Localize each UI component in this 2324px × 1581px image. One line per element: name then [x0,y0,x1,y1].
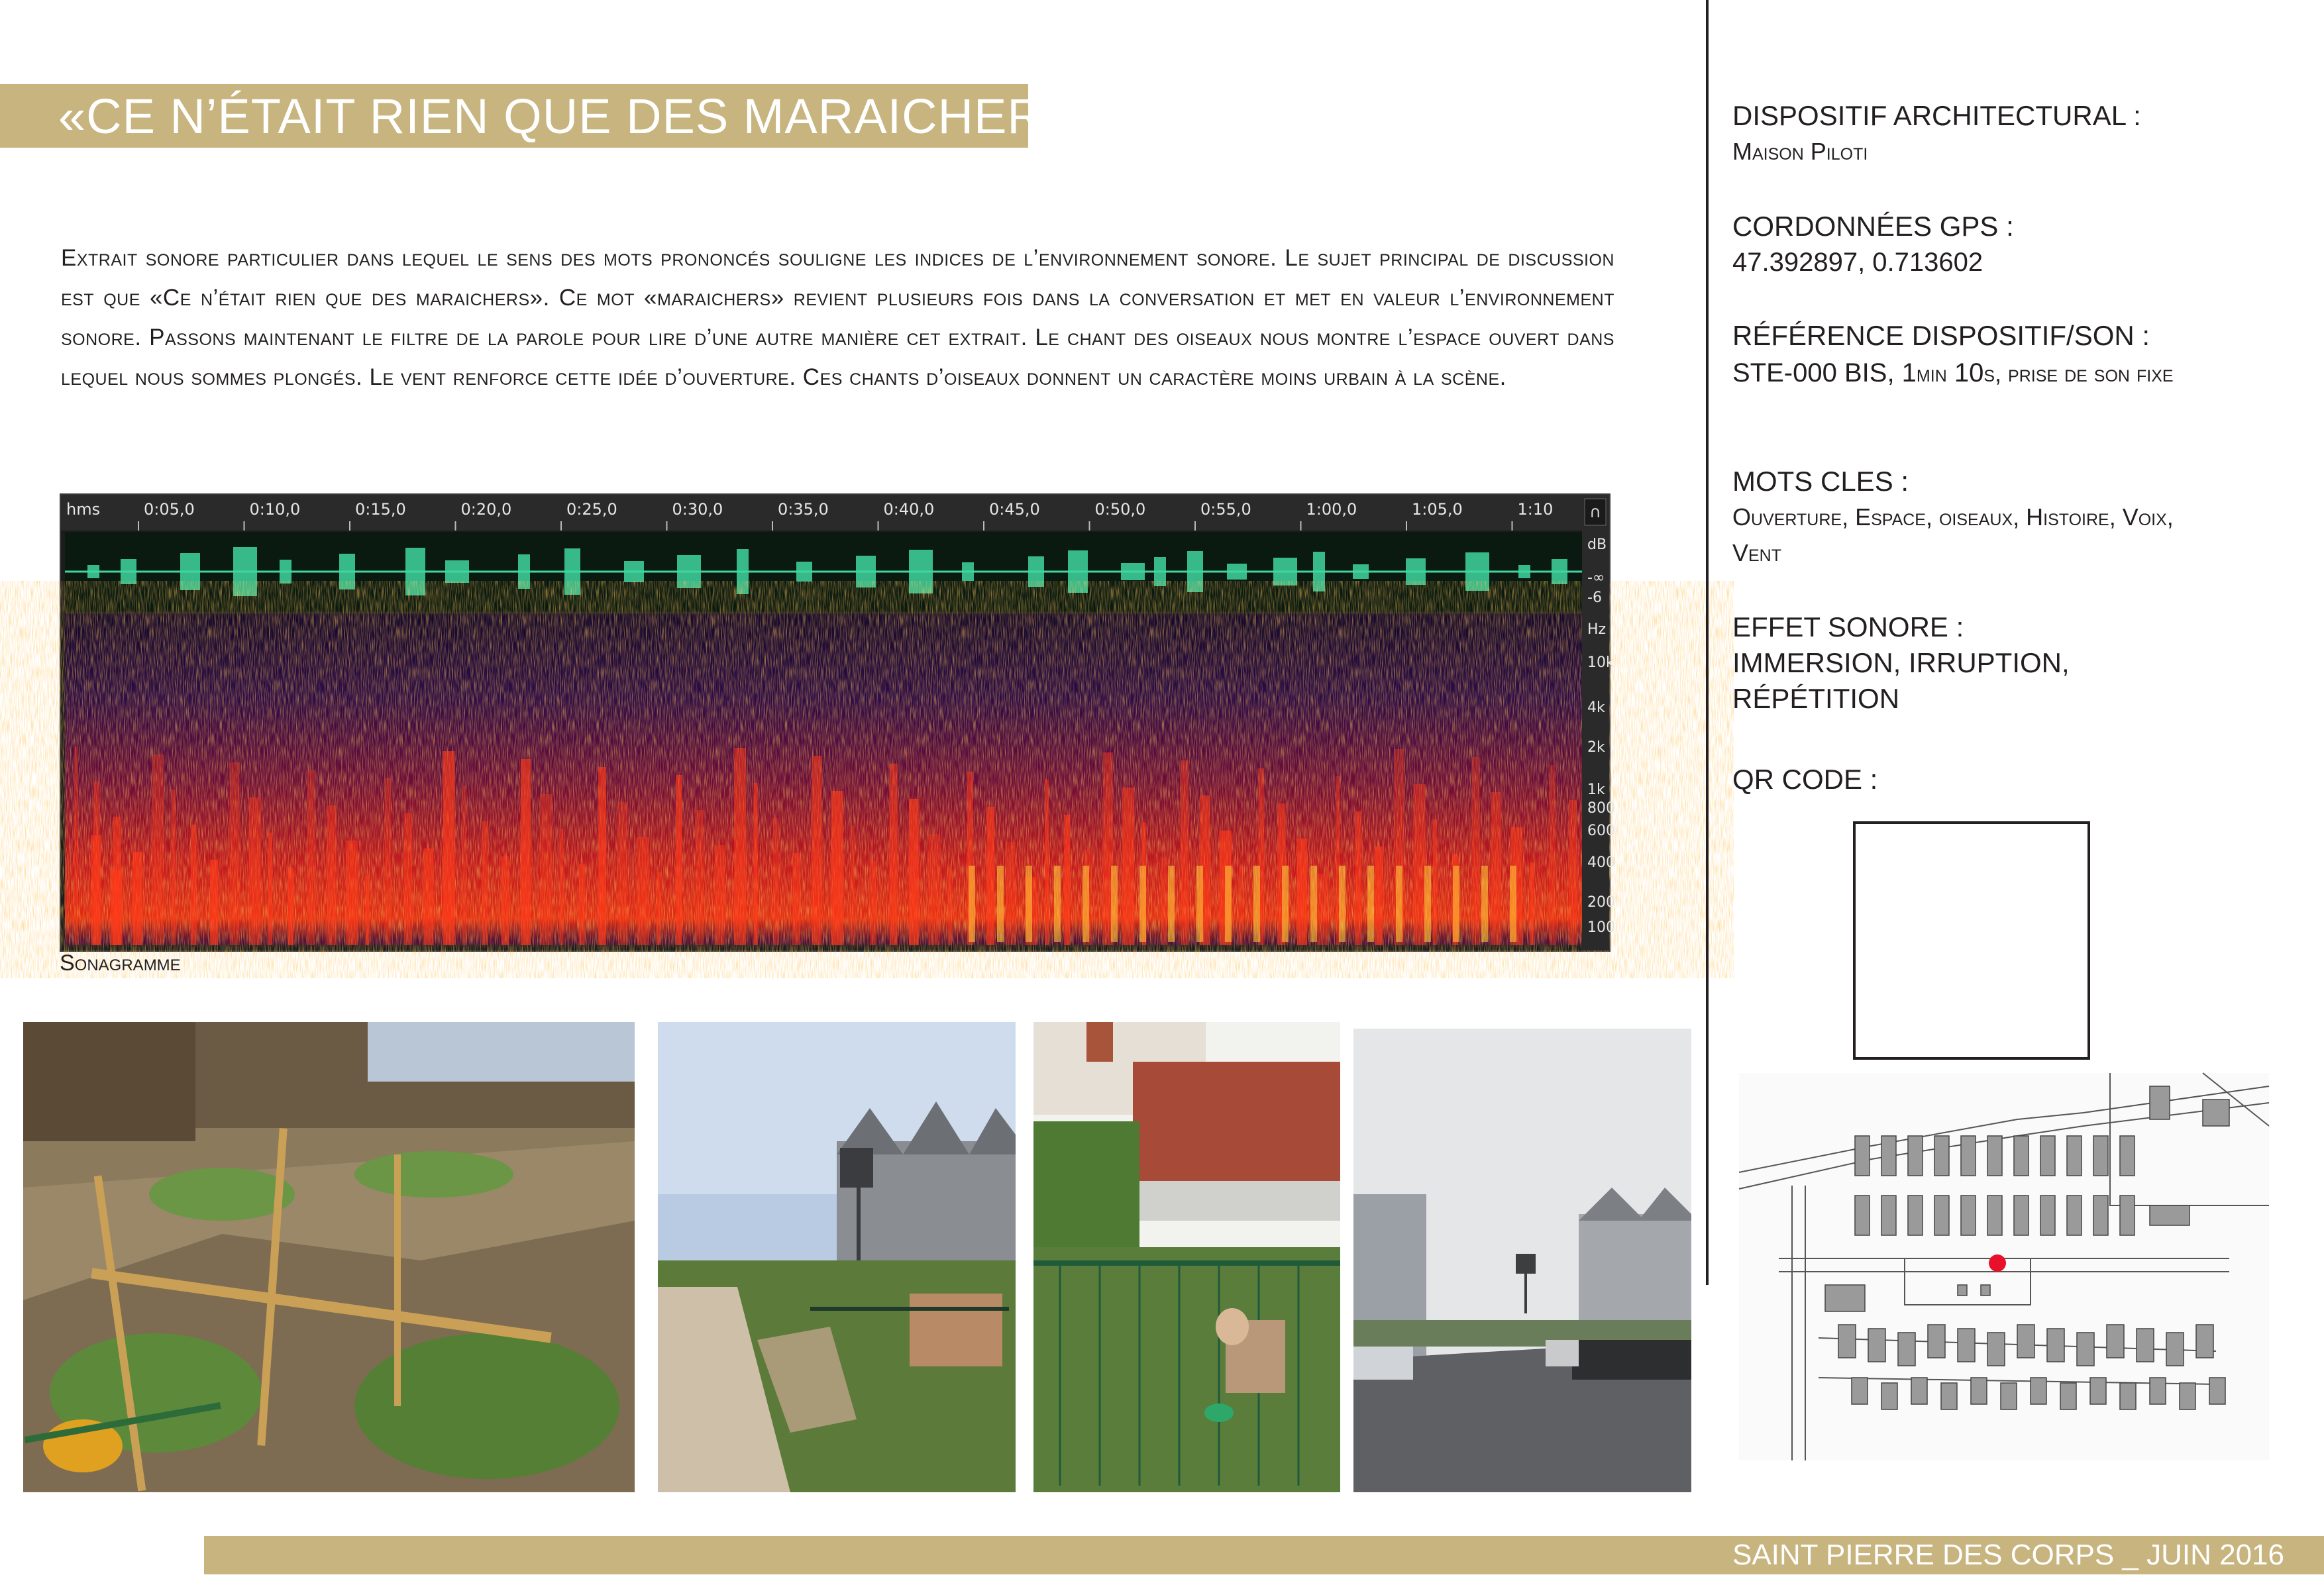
sidebar-qr [1732,762,2209,797]
photo-vegetable-garden [23,1022,635,1492]
hz-scale-label: 100 [1587,919,1615,936]
time-tick-label: 0:20,0 [460,500,512,519]
site-map [1739,1073,2269,1460]
vertical-divider [1706,0,1709,1285]
gps-value: 47.392897, 0.713602 [1732,248,1983,277]
time-tick-label: 0:30,0 [672,500,723,519]
sidebar-keywords [1732,464,2209,571]
effect-value: IMMERSION, IRRUPTION, RÉPÉTITION [1732,647,2070,714]
hz-scale-label: 600 [1587,823,1615,839]
qr-label: QR CODE : [1732,764,1878,795]
svg-text:∩: ∩ [1589,503,1601,521]
page-title: «CE N’ÉTAIT RIEN QUE DES MARAICHERS» [58,89,1105,144]
sonogram-panel [60,493,1615,952]
effect-label: EFFET SONORE : [1732,611,1964,642]
hz-scale-label: 2k [1587,739,1605,756]
db-scale-label: -∞ [1587,570,1605,586]
qr-code-box [1853,821,2090,1060]
time-tick-label: 0:45,0 [989,500,1040,519]
hz-scale-label: 400 [1587,854,1615,871]
db-scale-label: -6 [1587,589,1602,606]
time-tick-label: 1:05,0 [1412,500,1463,519]
time-tick-label: 0:25,0 [566,500,617,519]
time-tick-label: 0:15,0 [355,500,406,519]
location-marker [1989,1254,2006,1272]
scale-column [1582,495,1609,950]
dispositif-label: DISPOSITIF ARCHITECTURAL : [1732,100,2141,131]
time-tick-label: 1:10 [1517,500,1554,519]
time-tick-label: 0:50,0 [1094,500,1146,519]
hz-scale-label: 800 [1587,800,1615,817]
photo-water-tower-path [658,1022,1016,1492]
sonogram-caption: Sonagramme [60,950,181,976]
keywords-value: Ouverture, Espace, oiseaux, Histoire, Voix, Vent [1732,503,2174,566]
hz-scale-label: 200 [1587,894,1615,911]
sidebar-gps [1732,209,2209,280]
time-tick-label: 0:35,0 [778,500,829,519]
time-tick-label: 0:10,0 [249,500,301,519]
db-scale-label: dB [1587,536,1607,553]
reference-label: RÉFÉRENCE DISPOSITIF/SON : [1732,320,2150,351]
time-tick-label: 0:55,0 [1200,500,1251,519]
hz-scale-label: Hz [1587,621,1607,638]
dispositif-value: Maison Piloti [1732,138,1868,165]
hz-scale-label: 1k [1587,782,1605,798]
photo-street-parking [1353,1029,1691,1492]
time-tick-label: 0:40,0 [883,500,935,519]
description-text: Extrait sonore particulier dans lequel le sens des mots prononcés souligne les indices de l’environnement sonore. Le sujet principal de discussion est que «Ce n’était rien que des maraichers». Ce mot «maraichers» revient plusieurs fois dans la conversation et met en valeur l’environnement sonore. Passons maintenant le filtre de la parole pour lire d’une autre manière cet extrait. Le chant des oiseaux nous montre l’espace ouvert dans lequel nous sommes plongés. Le vent renforce cette idée d’ouverture. Ces chants d’oiseaux donnent un caractère moins urbain à la scène. [61,245,1614,390]
sidebar-reference [1732,318,2209,393]
sidebar-dispositif [1732,98,2209,170]
hz-scale-label: 4k [1587,699,1605,716]
time-tick-label: 0:05,0 [144,500,195,519]
keywords-label: MOTS CLES : [1732,466,1909,497]
time-tick-label: 1:00,0 [1306,500,1357,519]
gps-label: CORDONNÉES GPS : [1732,211,2014,242]
reference-value: STE-000 BIS, 1min 10s, prise de son fixe [1732,358,2174,387]
hz-scale-label: 10k [1587,654,1614,671]
footer-location-date: SAINT PIERRE DES CORPS _ JUIN 2016 [1732,1539,2284,1571]
time-unit-label: hms [66,500,101,519]
sidebar-effect [1732,609,2209,717]
photo-woman-watering [1033,1022,1340,1492]
